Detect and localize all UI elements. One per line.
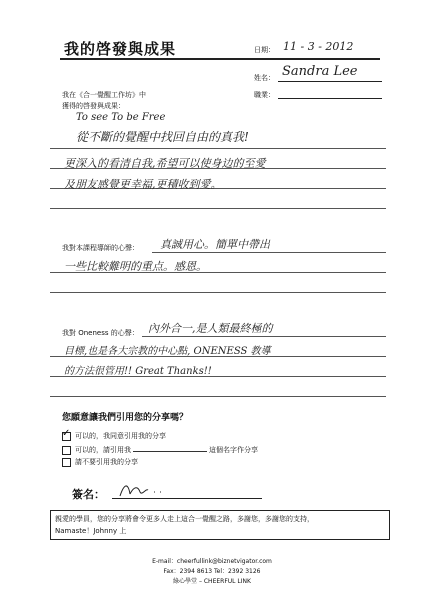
workshop-label: 我在《合一覺醒工作坊》中: [62, 91, 146, 99]
answer-line: [50, 356, 386, 357]
answer-line: [50, 208, 386, 209]
share-name-blank[interactable]: [133, 444, 207, 452]
gain-label: 獲得的啓發與成果：: [62, 102, 125, 110]
signature-scribble: [118, 480, 168, 500]
answer-line: [50, 376, 386, 377]
date-label: 日期：: [254, 46, 275, 54]
name-value: Sandra Lee: [282, 64, 358, 79]
thank-you-note: [50, 510, 390, 540]
checkbox-checked[interactable]: [62, 427, 71, 441]
share-option-3[interactable]: [62, 457, 138, 467]
answer-line: [50, 272, 386, 273]
share-question: 您願意讓我們引用您的分享嗎？: [62, 413, 189, 423]
note-line-2: Namaste！Johnny 上: [55, 527, 127, 535]
page-title: 我的啓發與成果: [64, 40, 177, 58]
answer-line: [50, 148, 386, 149]
footer-email: E-mail：cheerfullink@biznetvigator.com: [152, 558, 272, 565]
workshop-answer-3: 更深入的看清自我,希望可以使身边的至愛: [64, 157, 266, 170]
checkbox[interactable]: [62, 458, 71, 467]
answer-line: [50, 396, 386, 397]
note-line-1: 親愛的學員，您的分享將會令更多人走上這合一覺醒之路，多謝您，多謝您的支持，: [55, 515, 314, 523]
workshop-answer-1: To see To be Free: [76, 112, 166, 123]
oneness-label: 我對 Oneness 的心聲：: [62, 329, 139, 337]
share-option-2-label-b: 這個名字作分享: [209, 446, 258, 454]
answer-line: [50, 292, 386, 293]
oneness-answer-1: 內外合一,是人類最終極的: [148, 322, 273, 335]
oneness-answer-2: 目標,也是各大宗教的中心點, ONENESS 教導: [64, 346, 271, 357]
title-divider: [60, 58, 380, 60]
job-underline: [278, 98, 382, 99]
share-option-2-label-a: 可以的，請引用我: [75, 446, 131, 454]
name-label: 姓名：: [254, 74, 275, 82]
share-option-1[interactable]: [62, 427, 166, 441]
workshop-answer-4: 及朋友感覺更幸福,更積收到愛。: [64, 178, 222, 191]
oneness-answer-3: 的方法很管用!! Great Thanks!!: [64, 366, 212, 377]
checkbox[interactable]: [62, 446, 71, 455]
date-value: 11 - 3 - 2012: [283, 40, 354, 53]
footer-phone: Fax：2394 8613 Tel：2392 3126: [163, 568, 261, 575]
share-option-3-label: 請不要引用我的分享: [75, 458, 138, 466]
footer-org: 綠心學堂 – CHEERFUL LINK: [173, 578, 251, 585]
check-icon: ✓: [62, 427, 71, 439]
share-option-1-label: 可以的，我同意引用我的分享: [75, 432, 166, 440]
answer-line: [152, 252, 386, 253]
instructor-answer-2: 一些比較難明的重点。感恩。: [64, 260, 207, 273]
signature-label: 簽名：: [72, 488, 105, 501]
workshop-answer-2: 從不斷的覺醒中找回自由的真我!: [76, 130, 249, 144]
instructor-answer-1: 真誠用心。簡單中帶出: [160, 238, 270, 251]
share-option-2[interactable]: [62, 444, 258, 455]
answer-line: [142, 336, 386, 337]
job-label: 職業：: [254, 91, 275, 99]
name-underline: [278, 81, 382, 82]
instructor-label: 我對本課程導師的心聲：: [62, 244, 139, 252]
